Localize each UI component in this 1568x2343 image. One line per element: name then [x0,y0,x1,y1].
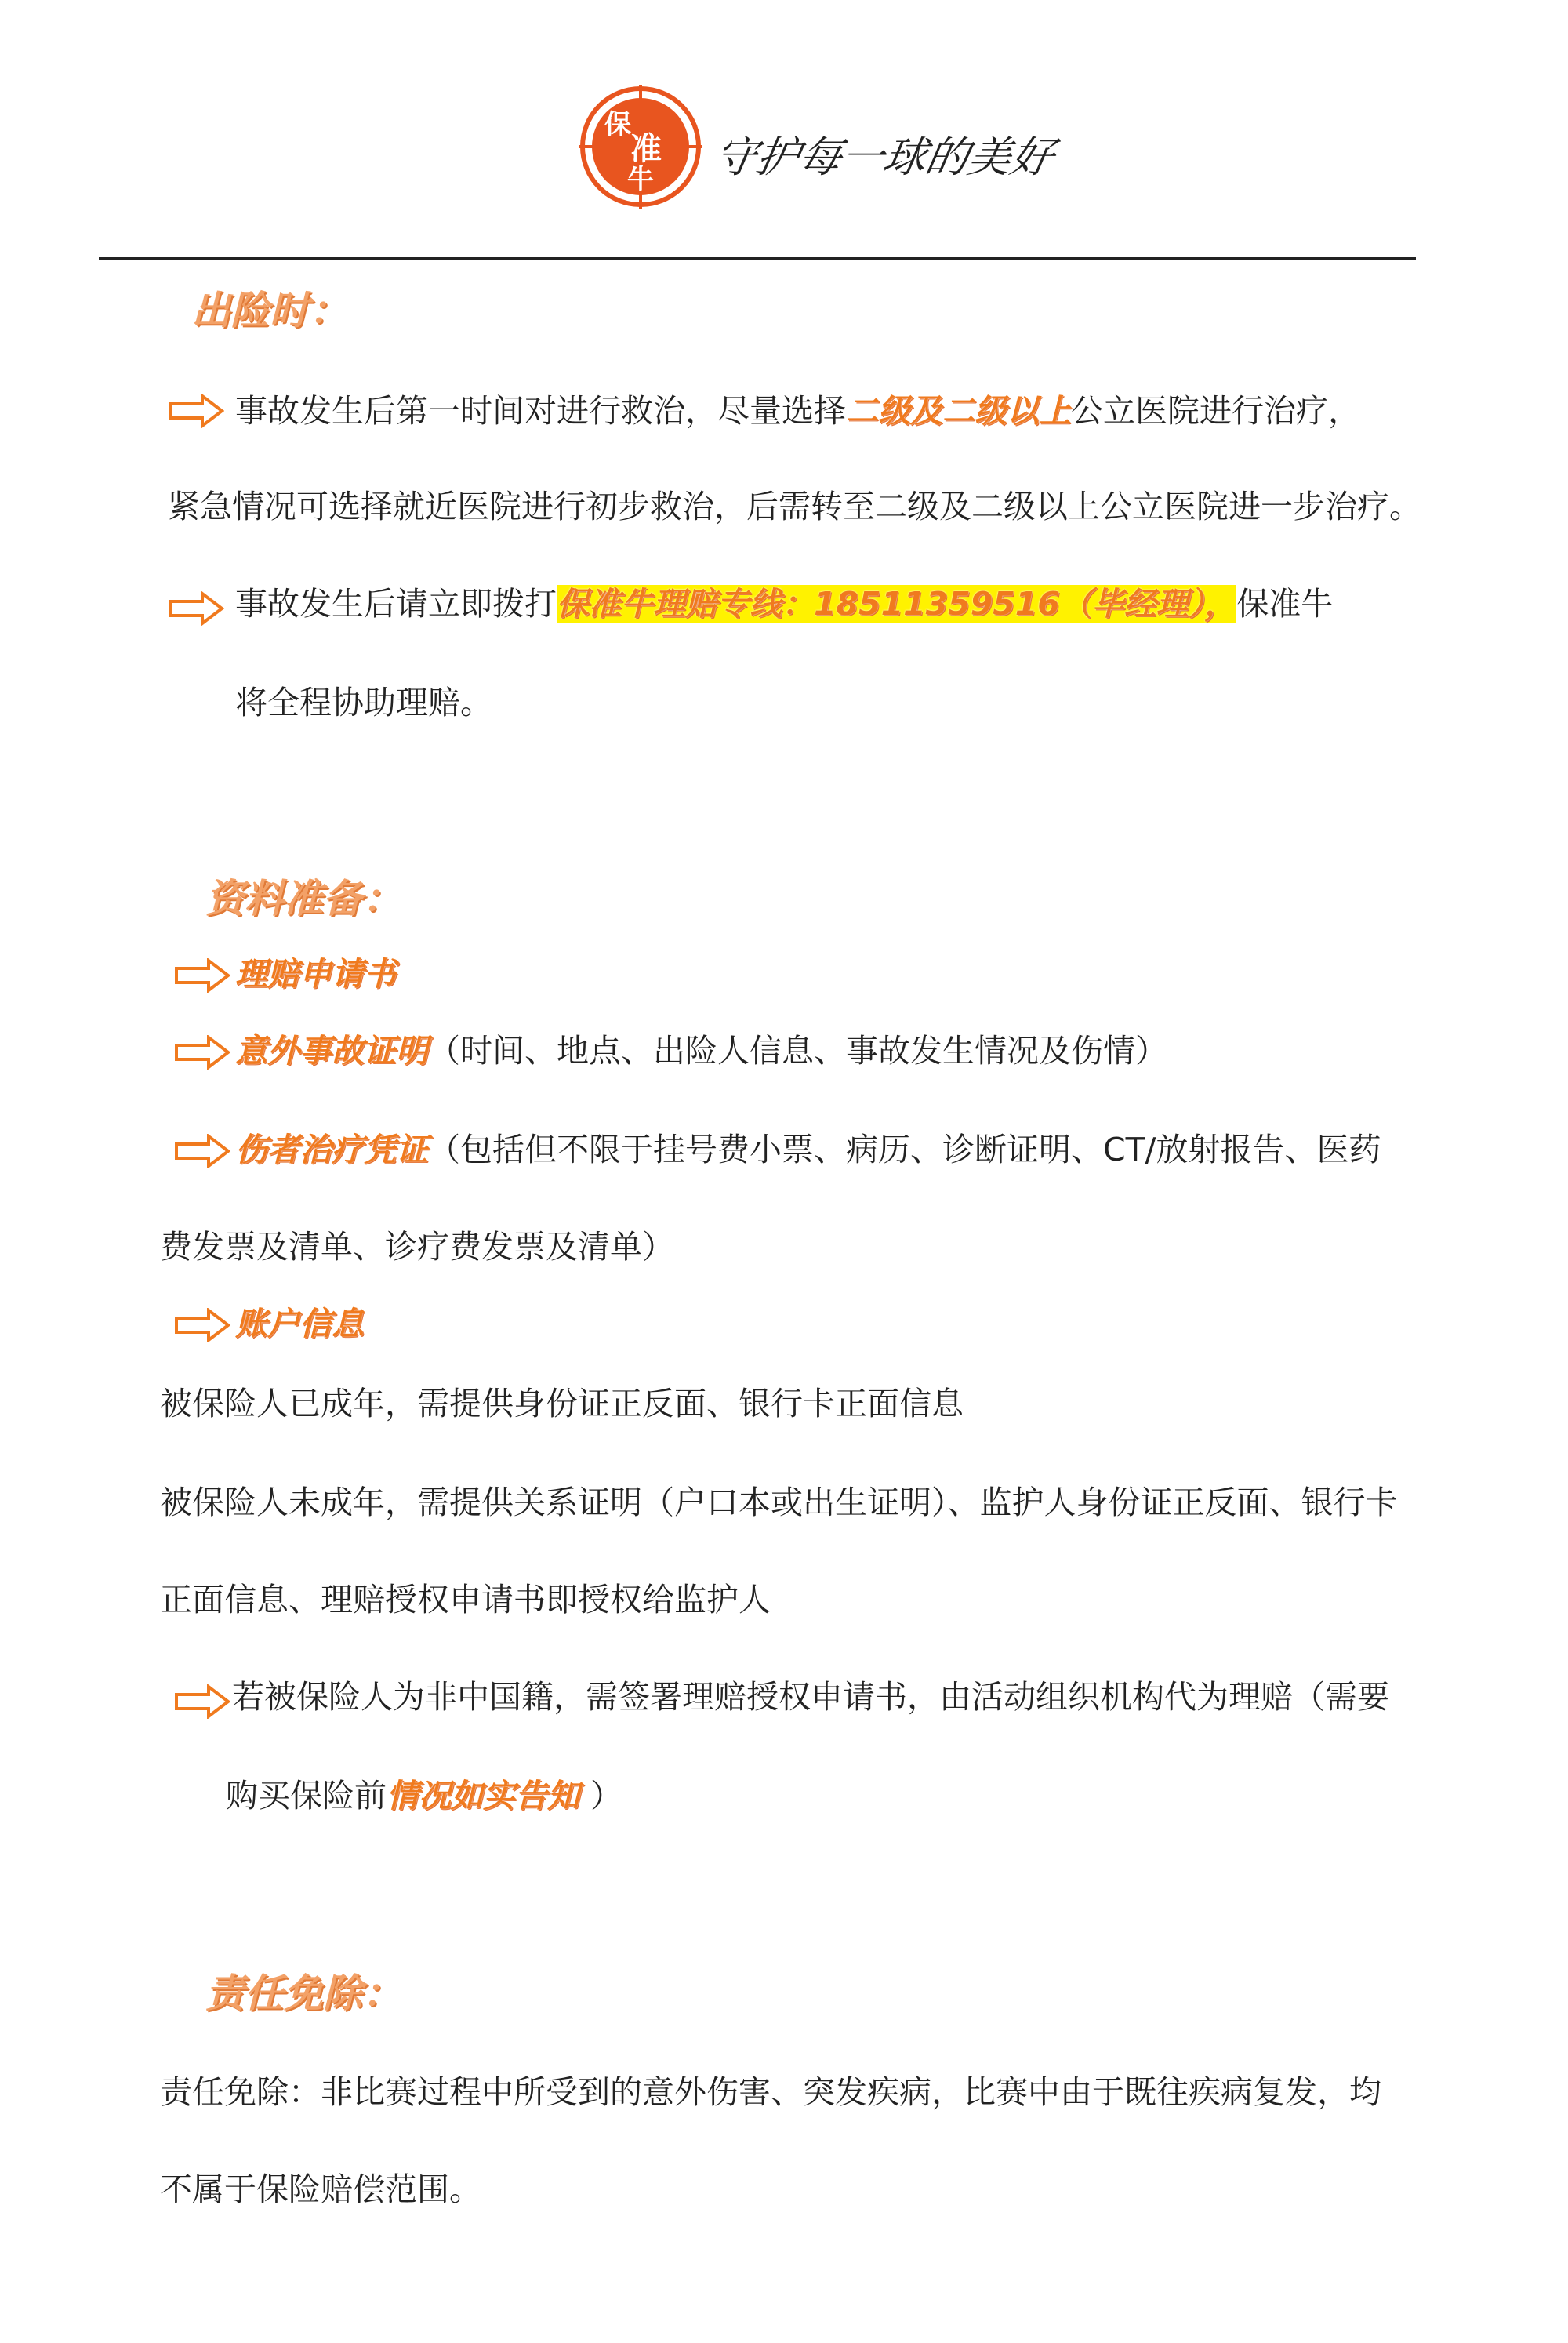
treatment-proof-label: 伤者治疗凭证 [235,1131,428,1168]
arrow-right-icon [168,591,224,626]
treatment-proof-note: （包括但不限于挂号费小票、病历、诊断证明、CT/放射报告、医药 [428,1131,1381,1168]
accident-paragraph-2b: 将全程协助理赔。 [235,684,492,721]
hotline-tail: 保准牛 [1236,585,1334,623]
arrow-right-icon [174,1035,230,1070]
accident-text: 事故发生后第一时间对进行救治，尽量选择 [235,392,846,430]
material-item-accident-proof [235,1029,1167,1073]
accident-paragraph-1b: 紧急情况可选择就近医院进行初步救治，后需转至二级及二级以上公立医院进一步治疗。 [168,488,1421,525]
logo-char-3: 牛 [627,164,654,195]
adult-requirement: 被保险人已成年，需提供身份证正反面、银行卡正面信息 [160,1385,964,1422]
accident-paragraph-2 [235,582,1333,626]
section-title-exemption: 责任免除： [205,1971,401,2016]
minor-requirement: 被保险人未成年，需提供关系证明（户口本或出生证明）、监护人身份证正反面、银行卡 [160,1484,1398,1521]
material-item-account-info: 账户信息 [235,1305,364,1342]
logo-icon [579,85,702,209]
hotline-intro: 事故发生后请立即拨打 [235,585,557,623]
arrow-right-icon [174,1308,230,1342]
header-divider [99,257,1416,260]
arrow-right-icon [174,1134,230,1168]
treatment-proof-note-cont: 费发票及清单、诊疗费发票及清单） [160,1228,674,1266]
foreign-close: ） [590,1777,622,1814]
accident-proof-note: （时间、地点、出险人信息、事故发生情况及伤情） [428,1032,1167,1070]
logo-char-2: 准 [630,131,662,167]
material-item-claim-form: 理赔申请书 [235,955,396,993]
section-title-accident: 出险时： [191,288,348,333]
exemption-paragraph: 责任免除：非比赛过程中所受到的意外伤害、突发疾病，比赛中由于既往疾病复发，均 [160,2073,1381,2111]
disclosure-highlight: 情况如实告知 [387,1777,579,1814]
foreign-text: 购买保险前 [226,1777,387,1814]
logo [579,85,702,209]
accident-paragraph-1 [235,389,1360,433]
logo-char-1: 保 [604,109,631,140]
minor-requirement-cont: 正面信息、理赔授权申请书即授权给监护人 [160,1581,771,1618]
exemption-paragraph-cont: 不属于保险赔偿范围。 [160,2170,481,2208]
claims-hotline-highlight: 保准牛理赔专线：18511359516（毕经理）， [557,585,1237,623]
hospital-level-highlight: 二级及二级以上 [846,392,1071,430]
accident-proof-label: 意外事故证明 [235,1032,428,1070]
slogan: 守护每一球的美好 [710,133,1058,182]
arrow-right-icon [174,1684,230,1719]
accident-text-2: 公立医院进行治疗， [1071,392,1360,430]
material-item-treatment-proof [235,1128,1381,1172]
section-title-materials: 资料准备： [205,876,401,921]
foreign-requirement-cont [226,1774,622,1818]
foreign-requirement: 若被保险人为非中国籍，需签署理赔授权申请书，由活动组织机构代为理赔（需要 [232,1678,1389,1716]
arrow-right-icon [174,958,230,993]
arrow-right-icon [168,394,224,428]
